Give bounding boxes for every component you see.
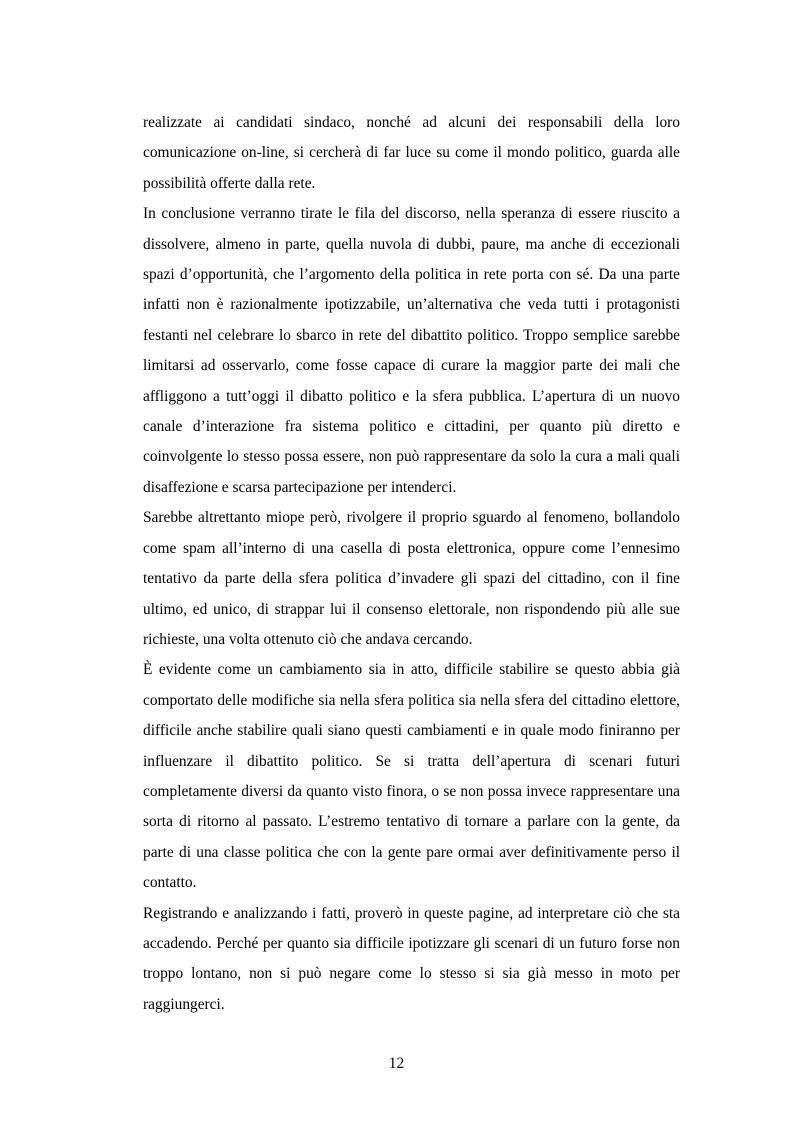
paragraph: Registrando e analizzando i fatti, proverò in queste pagine, ad interpretare ciò che sta accadendo. Perché per quanto sia difficile ipotizzare gli scenari di un futuro forse non troppo lontano, non si può negare come lo stesso si sia già messo in moto per raggiungerci.: [143, 904, 680, 1013]
paragraph: realizzate ai candidati sindaco, nonché ad alcuni dei responsabili della loro comunicazione on-line, si cercherà di far luce su come il mondo politico, guarda alle possibilità offerte dalla rete.: [143, 114, 680, 192]
page-number: 12: [388, 1055, 405, 1072]
paragraph: In conclusione verranno tirate le fila del discorso, nella speranza di essere riuscito a dissolvere, almeno in parte, quella nuvola di dubbi, paure, ma anche di eccezionali spazi d’opportunità, che l’argomento della politica in rete porta con sé. Da una parte infatti non è razionalmente ipotizzabile, un’alternativa che veda tutti i protagonisti festanti nel celebrare lo sbarco in rete del dibattito politico. Troppo semplice sarebbe limitarsi ad osservarlo, come fosse capace di curare la maggior parte dei mali che affliggono a tutt’oggi il dibatto politico e la sfera pubblica. L’apertura di un nuovo canale d’interazione fra sistema politico e cittadini, per quanto più diretto e coinvolgente lo stesso possa essere, non può rappresentare da solo la cura a mali quali disaffezione e scarsa partecipazione per intenderci.: [143, 205, 680, 496]
paragraph: Sarebbe altrettanto miope però, rivolgere il proprio sguardo al fenomeno, bollandolo come spam all’interno di una casella di posta elettronica, oppure come l’ennesimo tentativo da parte della sfera politica d’invadere gli spazi del cittadino, con il fine ultimo, ed unico, di strappar lui il consenso elettorale, non rispondendo più alle sue richieste, una volta ottenuto ciò che andava cercando.: [143, 509, 680, 648]
body-text: [143, 108, 680, 1020]
paragraph: È evidente come un cambiamento sia in atto, difficile stabilire se questo abbia già comportato delle modifiche sia nella sfera politica sia nella sfera del cittadino elettore, difficile anche stabilire quali siano questi cambiamenti e in quale modo finiranno per influenzare il dibattito politico. Se si tratta dell’apertura di scenari futuri completamente diversi da quanto visto finora, o se non possa invece rappresentare una sorta di ritorno al passato. L’estremo tentativo di tornare a parlare con la gente, da parte di una classe politica che con la gente pare ormai aver definitivamente perso il contatto.: [143, 661, 680, 892]
